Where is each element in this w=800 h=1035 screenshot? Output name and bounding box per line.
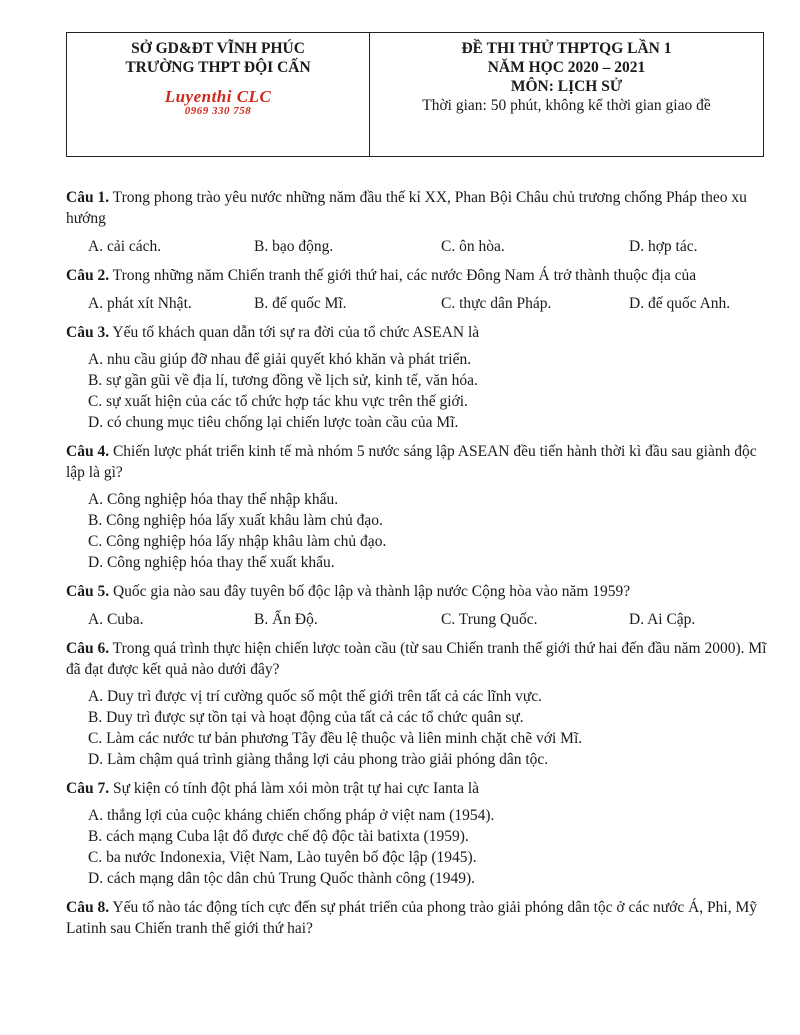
option-c: C. Làm các nước tư bản phương Tây đều lệ thuộc và liên minh chặt chẽ với Mĩ. <box>88 730 583 747</box>
brand-phone: 0969 330 758 <box>184 105 252 117</box>
options <box>66 609 770 630</box>
option-b: B. Duy trì được sự tồn tại và hoạt động của tất cả các tổ chức quân sự. <box>88 709 524 726</box>
option-c: C. ba nước Indonexia, Việt Nam, Lào tuyên bố độc lập (1945). <box>88 849 477 866</box>
option-a: A. nhu cầu giúp đỡ nhau để giải quyết khó khăn và phát triển. <box>88 351 472 368</box>
question-3 <box>66 322 770 433</box>
question-text: Sự kiện có tính đột phá làm xói mòn trật tự hai cực Ianta là <box>109 780 480 797</box>
option-d: D. hợp tác. <box>629 238 698 255</box>
option-c: C. thực dân Pháp. <box>441 295 552 312</box>
option-c: C. Công nghiệp hóa lấy nhập khâu làm chủ đạo. <box>88 533 387 550</box>
department-name: SỞ GD&ĐT VĨNH PHÚC <box>131 40 305 57</box>
options <box>66 686 770 770</box>
question-7 <box>66 778 770 889</box>
option-b: B. Công nghiệp hóa lấy xuất khâu làm chủ đạo. <box>88 512 383 529</box>
question-label: Câu 4. <box>66 443 110 460</box>
question-text: Trong phong trào yêu nước những năm đầu thế kỉ XX, Phan Bội Châu chủ trương chống Pháp theo xu hướng <box>66 189 747 227</box>
options <box>66 349 770 433</box>
option-b: B. cách mạng Cuba lật đổ được chế độ độc tài batixta (1959). <box>88 828 469 845</box>
question-text: Quốc gia nào sau đây tuyên bố độc lập và thành lập nước Cộng hòa vào năm 1959? <box>109 583 631 600</box>
question-1 <box>66 187 770 257</box>
question-text: Chiến lược phát triển kinh tế mà nhóm 5 nước sáng lập ASEAN đều tiến hành thời kì đầu sau giành độc lập là gì? <box>66 443 757 481</box>
option-b: B. Ấn Độ. <box>254 611 318 628</box>
options <box>66 489 770 573</box>
question-text: Trong quá trình thực hiện chiến lược toàn cầu (từ sau Chiến tranh thế giới thứ hai đến đầu năm 2000). Mĩ đã đạt được kết quả nào dưới đây? <box>66 640 767 678</box>
question-4 <box>66 441 770 573</box>
question-6 <box>66 638 770 770</box>
options <box>66 805 770 889</box>
option-d: D. Ai Cập. <box>629 611 696 628</box>
exam-info <box>370 33 763 156</box>
option-b: B. đế quốc Mĩ. <box>254 295 347 312</box>
school-year: NĂM HỌC 2020 – 2021 <box>487 59 646 76</box>
option-d: D. có chung mục tiêu chống lại chiến lược toàn cầu của Mĩ. <box>88 414 459 431</box>
exam-header <box>66 32 764 157</box>
question-text: Yếu tố khách quan dẫn tới sự ra đời của tổ chức ASEAN là <box>109 324 480 341</box>
options <box>66 236 770 257</box>
question-label: Câu 1. <box>66 189 110 206</box>
option-d: D. Làm chậm quá trình giàng thắng lợi cảu phong trào giải phóng dân tộc. <box>88 751 549 768</box>
option-a: A. Cuba. <box>88 611 144 628</box>
question-list <box>66 187 770 939</box>
question-label: Câu 6. <box>66 640 110 657</box>
option-d: D. đế quốc Anh. <box>629 295 731 312</box>
option-c: C. sự xuất hiện của các tổ chức hợp tác khu vực trên thế giới. <box>88 393 468 410</box>
question-5 <box>66 581 770 630</box>
option-a: A. Công nghiệp hóa thay thế nhập khẩu. <box>88 491 339 508</box>
question-2 <box>66 265 770 314</box>
subject: MÔN: LỊCH SỬ <box>510 78 623 95</box>
option-c: C. ôn hòa. <box>441 238 505 255</box>
school-info <box>67 33 370 156</box>
question-label: Câu 3. <box>66 324 110 341</box>
option-b: B. bạo động. <box>254 238 334 255</box>
question-label: Câu 5. <box>66 583 110 600</box>
exam-title: ĐỀ THI THỬ THPTQG LẦN 1 <box>461 40 672 57</box>
option-a: A. Duy trì được vị trí cường quốc số một thế giới trên tất cả các lĩnh vực. <box>88 688 542 705</box>
option-b: B. sự gần gũi về địa lí, tương đồng về lịch sử, kinh tế, văn hóa. <box>88 372 478 389</box>
question-label: Câu 8. <box>66 899 110 916</box>
question-label: Câu 2. <box>66 267 110 284</box>
question-text: Trong những năm Chiến tranh thế giới thứ hai, các nước Đông Nam Á trở thành thuộc địa của <box>109 267 697 284</box>
brand-logo: Luyenthi CLC <box>164 87 272 106</box>
option-d: D. cách mạng dân tộc dân chủ Trung Quốc thành công (1949). <box>88 870 475 887</box>
time-limit: Thời gian: 50 phút, không kể thời gian giao đề <box>422 97 711 114</box>
options <box>66 293 770 314</box>
option-a: A. phát xít Nhật. <box>88 295 192 312</box>
question-label: Câu 7. <box>66 780 110 797</box>
option-a: A. cải cách. <box>88 238 162 255</box>
option-d: D. Công nghiệp hóa thay thế xuất khẩu. <box>88 554 335 571</box>
school-name: TRƯỜNG THPT ĐỘI CẤN <box>125 59 311 76</box>
option-c: C. Trung Quốc. <box>441 611 538 628</box>
question-8 <box>66 897 770 939</box>
question-text: Yếu tố nào tác động tích cực đến sự phát triển của phong trào giải phóng dân tộc ở các nước Á, Phi, Mỹ Latinh sau Chiến tranh thế giới thứ hai? <box>66 899 758 937</box>
option-a: A. thắng lợi của cuộc kháng chiến chống pháp ở việt nam (1954). <box>88 807 495 824</box>
